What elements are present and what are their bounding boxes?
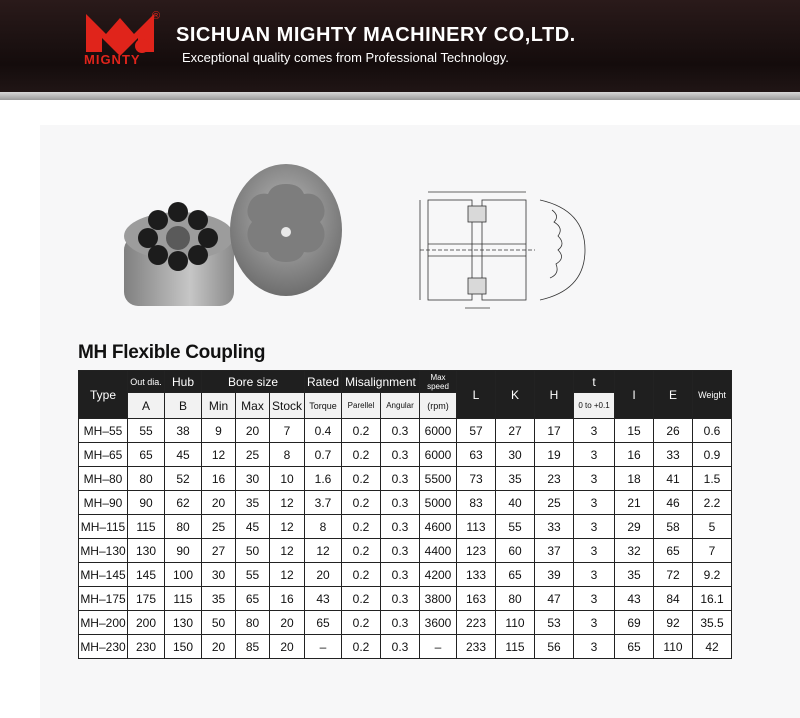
table-cell: 43 [305,587,342,611]
table-row [79,491,732,515]
brand-wordmark: MIGNTY [84,52,141,67]
section-title: MH Flexible Coupling [78,342,266,363]
table-cell: 8 [270,443,305,467]
table-cell: – [305,635,342,659]
table-cell: 7 [270,419,305,443]
table-row [79,539,732,563]
table-cell: 3 [574,539,615,563]
table-cell: 12 [270,563,305,587]
table-cell: 32 [615,539,654,563]
table-cell: 110 [654,635,693,659]
table-cell: 130 [128,539,165,563]
table-cell: 233 [457,635,496,659]
table-cell: 0.3 [381,611,420,635]
table-cell: 23 [535,467,574,491]
table-cell: 35 [236,491,270,515]
table-cell: 25 [236,443,270,467]
table-cell: 55 [496,515,535,539]
table-cell: 12 [270,539,305,563]
model-cell: MH–55 [79,419,128,443]
table-cell: 0.2 [342,563,381,587]
header-misalign-parallel: Parellel [342,393,381,419]
table-cell: 69 [615,611,654,635]
table-cell: 0.2 [342,515,381,539]
table-row [79,635,732,659]
table-cell: 16.1 [693,587,732,611]
table-cell: 21 [615,491,654,515]
table-cell: 0.2 [342,611,381,635]
table-cell: 50 [236,539,270,563]
mighty-logo-icon [80,8,160,78]
table-cell: 33 [654,443,693,467]
model-cell: MH–65 [79,443,128,467]
table-cell: 35 [202,587,236,611]
table-cell: 35 [615,563,654,587]
table-cell: 3600 [420,611,457,635]
table-cell: 10 [270,467,305,491]
table-cell: 80 [165,515,202,539]
table-cell: 3 [574,467,615,491]
table-cell: 3 [574,563,615,587]
table-cell: 55 [236,563,270,587]
table-cell: 0.3 [381,467,420,491]
table-cell: 90 [128,491,165,515]
table-cell: 0.9 [693,443,732,467]
table-row [79,587,732,611]
table-cell: 0.7 [305,443,342,467]
table-cell: 1.6 [305,467,342,491]
table-cell: 62 [165,491,202,515]
table-cell: 0.2 [342,635,381,659]
table-cell: 45 [236,515,270,539]
registered-mark: ® [152,10,161,22]
table-cell: 26 [654,419,693,443]
table-cell: 65 [654,539,693,563]
table-cell: 45 [165,443,202,467]
table-cell: 84 [654,587,693,611]
table-cell: 4400 [420,539,457,563]
table-cell: 29 [615,515,654,539]
model-cell: MH–145 [79,563,128,587]
header-misalign-angular: Angular [381,393,420,419]
table-cell: 83 [457,491,496,515]
table-cell: 80 [128,467,165,491]
table-cell: 40 [496,491,535,515]
header-misalignment: Misalignment [342,371,420,393]
table-cell: 9.2 [693,563,732,587]
table-cell: 35.5 [693,611,732,635]
table-cell: 2.2 [693,491,732,515]
table-row [79,467,732,491]
table-cell: 230 [128,635,165,659]
table-cell: 12 [270,515,305,539]
table-cell: 133 [457,563,496,587]
table-cell: 92 [654,611,693,635]
table-cell: 46 [654,491,693,515]
table-cell: 30 [496,443,535,467]
header-divider [0,92,800,100]
table-cell: 65 [236,587,270,611]
table-cell: 0.3 [381,539,420,563]
model-cell: MH–115 [79,515,128,539]
table-cell: 3 [574,515,615,539]
table-cell: 0.2 [342,419,381,443]
table-cell: 57 [457,419,496,443]
header-t-sub: 0 to +0.1 [574,393,615,419]
table-cell: 3800 [420,587,457,611]
table-cell: 52 [165,467,202,491]
header-type: Type [79,371,128,419]
table-cell: 0.3 [381,563,420,587]
table-cell: 3 [574,491,615,515]
model-cell: MH–175 [79,587,128,611]
table-cell: 110 [496,611,535,635]
table-cell: 150 [165,635,202,659]
table-cell: 0.2 [342,539,381,563]
table-cell: 20 [270,635,305,659]
model-cell: MH–200 [79,611,128,635]
table-cell: 38 [165,419,202,443]
table-cell: 25 [535,491,574,515]
table-cell: 12 [270,491,305,515]
table-cell: 33 [535,515,574,539]
table-cell: 27 [202,539,236,563]
table-cell: 27 [496,419,535,443]
table-cell: 56 [535,635,574,659]
table-cell: 130 [165,611,202,635]
model-cell: MH–80 [79,467,128,491]
table-cell: 115 [128,515,165,539]
table-cell: 65 [305,611,342,635]
table-cell: 18 [615,467,654,491]
header-rated: Rated [305,371,342,393]
table-cell: 3 [574,611,615,635]
table-cell: 163 [457,587,496,611]
table-cell: 55 [128,419,165,443]
table-cell: 1.5 [693,467,732,491]
table-cell: 3 [574,587,615,611]
table-cell: 7 [693,539,732,563]
header-out-dia-sub: A [128,393,165,419]
model-cell: MH–130 [79,539,128,563]
header-hub-sub: B [165,393,202,419]
table-cell: 145 [128,563,165,587]
table-cell: 30 [202,563,236,587]
table-cell: 6000 [420,419,457,443]
header-max-speed-sub: (rpm) [420,393,457,419]
company-name: SICHUAN MIGHTY MACHINERY CO,LTD. [176,24,576,46]
table-row [79,611,732,635]
table-cell: 19 [535,443,574,467]
table-cell: 3 [574,419,615,443]
table-cell: 0.3 [381,419,420,443]
table-cell: 223 [457,611,496,635]
table-cell: 20 [305,563,342,587]
header-bore-size: Bore size [202,371,305,393]
table-cell: 0.3 [381,587,420,611]
table-cell: 60 [496,539,535,563]
header-out-dia: Out dia. [128,371,165,393]
coupling-drawing [410,180,590,320]
table-cell: 0.2 [342,491,381,515]
table-cell: 16 [202,467,236,491]
table-cell: 5 [693,515,732,539]
table-cell: 20 [270,611,305,635]
table-cell: 8 [305,515,342,539]
header-h: H [535,371,574,419]
table-cell: 25 [202,515,236,539]
table-cell: 20 [202,635,236,659]
table-cell: 115 [165,587,202,611]
table-row [79,419,732,443]
table-cell: 37 [535,539,574,563]
table-cell: 43 [615,587,654,611]
table-cell: 3.7 [305,491,342,515]
table-cell: 30 [236,467,270,491]
table-cell: 65 [615,635,654,659]
table-cell: 65 [128,443,165,467]
table-cell: 200 [128,611,165,635]
header-k: K [496,371,535,419]
table-cell: 115 [496,635,535,659]
table-cell: 42 [693,635,732,659]
header-hub: Hub [165,371,202,393]
table-cell: 20 [202,491,236,515]
table-cell: 50 [202,611,236,635]
specification-table [78,370,732,659]
table-cell: 39 [535,563,574,587]
table-row [79,515,732,539]
table-cell: 63 [457,443,496,467]
table-cell: 0.2 [342,443,381,467]
table-cell: 12 [305,539,342,563]
table-cell: 5500 [420,467,457,491]
table-cell: 0.2 [342,587,381,611]
table-cell: 113 [457,515,496,539]
header-bore-max: Max [236,393,270,419]
table-cell: 47 [535,587,574,611]
table-cell: 58 [654,515,693,539]
table-cell: 85 [236,635,270,659]
table-cell: 80 [496,587,535,611]
table-cell: 20 [236,419,270,443]
header-i: I [615,371,654,419]
table-cell: 100 [165,563,202,587]
header-max-speed: Max speed [420,371,457,393]
table-cell: 6000 [420,443,457,467]
table-cell: 12 [202,443,236,467]
table-cell: 175 [128,587,165,611]
model-cell: MH–230 [79,635,128,659]
table-cell: 15 [615,419,654,443]
table-cell: 72 [654,563,693,587]
table-cell: 17 [535,419,574,443]
table-cell: 0.3 [381,635,420,659]
table-cell: 53 [535,611,574,635]
header-bore-min: Min [202,393,236,419]
table-cell: 4600 [420,515,457,539]
table-cell: – [420,635,457,659]
table-cell: 3 [574,443,615,467]
table-cell: 35 [496,467,535,491]
header-bore-stock: Stock [270,393,305,419]
table-cell: 9 [202,419,236,443]
header-t: t [574,371,615,393]
table-cell: 0.3 [381,515,420,539]
table-cell: 3 [574,635,615,659]
header-weight: Weight [693,371,732,419]
table-cell: 73 [457,467,496,491]
table-cell: 0.3 [381,443,420,467]
table-cell: 41 [654,467,693,491]
company-tagline: Exceptional quality comes from Professional Technology. [182,50,509,65]
table-cell: 0.3 [381,491,420,515]
header-e: E [654,371,693,419]
header-l: L [457,371,496,419]
header-rated-sub: Torque [305,393,342,419]
table-cell: 4200 [420,563,457,587]
table-cell: 16 [615,443,654,467]
coupling-photo [118,158,348,318]
table-cell: 16 [270,587,305,611]
table-cell: 65 [496,563,535,587]
table-cell: 90 [165,539,202,563]
table-row [79,443,732,467]
table-cell: 0.2 [342,467,381,491]
table-cell: 0.4 [305,419,342,443]
table-cell: 80 [236,611,270,635]
model-cell: MH–90 [79,491,128,515]
table-cell: 0.6 [693,419,732,443]
table-cell: 123 [457,539,496,563]
table-row [79,563,732,587]
table-cell: 5000 [420,491,457,515]
